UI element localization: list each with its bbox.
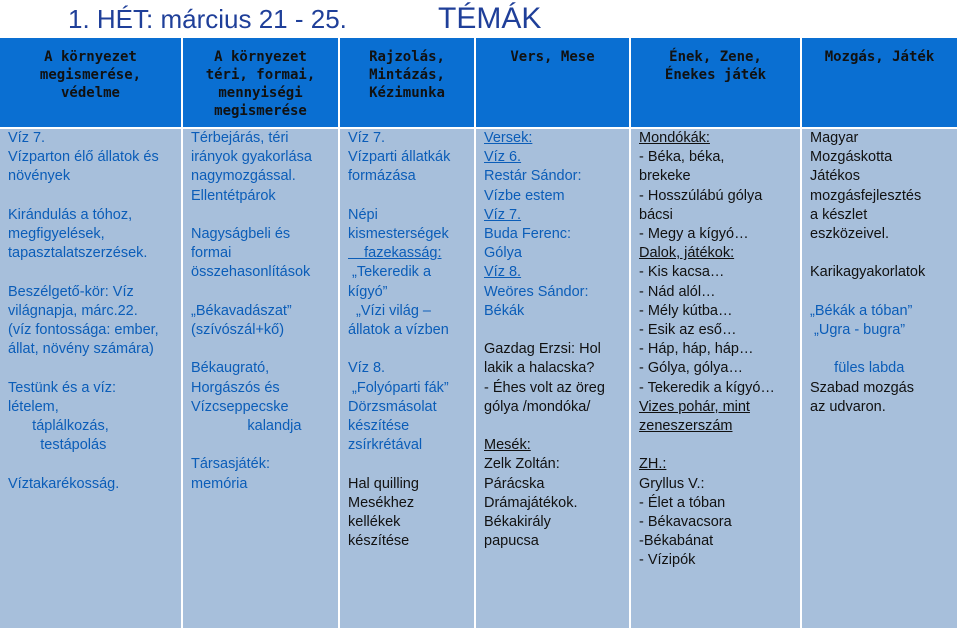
content-line: zsírkrétával [348,437,423,454]
content-line [8,263,177,282]
content-line: Kirándulás a tóhoz, [8,206,133,223]
content-line: Testünk és a víz: [8,379,116,396]
content-line: - Kis kacsa… [639,264,725,281]
column-content-4 [476,129,631,630]
content-line: - Nád alól… [639,283,716,300]
content-line: Mesékhez [348,494,415,511]
content-line: -Békabánat [639,533,714,550]
content-line: „Vízi világ – [348,302,431,319]
content-line [8,359,177,378]
column-header-3 [340,38,476,129]
content-line: Versek: [484,130,533,146]
content-line: Dörzsmásolat [348,398,437,415]
content-line: Weöres Sándor: [484,283,589,300]
content-line: (víz fontossága: ember, [8,322,159,338]
content-line: Vízparti állatkák [348,149,451,166]
column-content-3 [340,129,476,630]
content-line: Vizes pohár, mint [639,398,750,415]
header-line: védelme [60,85,120,101]
content-line [191,206,334,225]
column-content-2 [183,129,340,630]
content-line: „Békavadászat” [191,302,292,319]
themes-table [0,38,959,630]
header-line: Kézimunka [369,85,445,101]
content-line: táplálkozás, [8,418,109,434]
content-line [8,455,177,474]
topics-title: TÉMÁK [438,2,542,35]
header-line: téri, formai, [205,67,316,83]
content-line: nagymozgással. [191,168,296,185]
content-line: Gryllus V.: [639,475,705,492]
column-header-4 [476,38,631,129]
content-line: - Gólya, gólya… [639,360,743,377]
content-line: Békaugrató, [191,360,270,377]
content-line: mozgásfejlesztés [810,187,922,204]
content-line: fazekasság: [348,245,442,262]
content-line: lételem, [8,398,59,415]
content-line: - Esik az eső… [639,322,737,339]
content-line: Restár Sándor: [484,168,582,185]
content-line: Víztakarékosság. [8,475,120,492]
content-line: kígyó” [348,283,388,300]
column-content-5 [631,129,802,630]
content-line [810,244,953,263]
content-line: Víz 8. [348,360,386,377]
content-line: Békák [484,302,525,319]
content-line: készítése [348,533,410,550]
content-line: Mondókák: [639,130,710,146]
content-line [639,436,796,455]
column-content-1 [0,129,183,630]
content-line: formai [191,245,232,262]
content-line: memória [191,475,248,492]
content-line: papucsa [484,533,539,550]
content-line: gólya /mondóka/ [484,398,591,415]
content-line: Buda Ferenc: [484,226,572,243]
header-line: Rajzolás, [369,49,445,65]
content-line: Társasjáték: [191,456,270,473]
header-line: mennyiségi [218,85,303,101]
content-line: kalandja [191,418,302,434]
content-line: „Folyóparti fák” [348,379,449,396]
content-line: Békakirály [484,514,551,531]
content-line: ZH.: [639,456,667,473]
content-line: Vízcseppecske [191,398,289,415]
header-line: Mintázás, [369,67,445,83]
column-content-6 [802,129,959,630]
content-line: Játékos [810,168,860,185]
content-line: az udvaron. [810,398,886,415]
content-line: füles labda [810,360,905,377]
content-line: - Éhes volt az öreg [484,379,605,396]
content-line: Beszélgető-kör: Víz [8,283,134,300]
content-line: - Békavacsora [639,514,732,531]
header-line: Mozgás, Játék [824,49,935,65]
content-line: „Békák a tóban” [810,302,913,319]
content-line: - Tekeredik a kígyó… [639,379,775,396]
content-line [348,455,470,474]
content-line: kismesterségek [348,226,449,242]
content-line: formázása [348,168,416,185]
column-header-1 [0,38,183,129]
content-line: Hal quilling [348,475,419,492]
content-line: a készlet [810,206,868,223]
content-line: Vízparton élő állatok és [8,149,159,166]
content-line: - Háp, háp, háp… [639,341,754,358]
content-line: Drámajátékok. [484,494,578,511]
content-line: Szabad mozgás [810,379,914,396]
content-line: Vízbe estem [484,187,565,204]
header-line: Ének, Zene, [669,49,762,65]
content-line [484,417,625,436]
content-line: tapasztalatszerzések. [8,245,148,262]
content-line: (szívószál+kő) [191,322,285,338]
content-line: - Mély kútba… [639,302,733,319]
content-line: - Megy a kígyó… [639,226,749,243]
content-line [8,187,177,206]
page-title: 1. HÉT: március 21 - 25. [68,4,347,34]
content-line: Víz 7. [484,206,522,223]
content-line: megfigyelések, [8,226,105,242]
content-line: Ellentétpárok [191,187,276,204]
content-line: eszközeivel. [810,226,889,243]
content-line: Karikagyakorlatok [810,264,926,281]
content-line: - Vízipók [639,552,696,569]
content-line: - Béka, béka, [639,149,725,166]
content-line [191,283,334,302]
content-line: Mozgáskotta [810,149,893,166]
header-line: A környezet [214,49,307,65]
content-line: Népi [348,206,378,223]
content-line: világnapja, márc.22. [8,302,138,319]
header-line: Énekes játék [664,67,767,83]
content-line: irányok gyakorlása [191,149,312,166]
content-line: Párácska [484,475,545,492]
content-line: kellékek [348,514,401,531]
content-line: Térbejárás, téri [191,130,289,146]
content-line: Horgászós és [191,379,280,396]
content-line: lakik a halacska? [484,360,595,377]
content-line: Magyar [810,130,859,146]
content-line: „Tekeredik a [348,264,432,281]
content-line: brekeke [639,168,691,185]
content-line: „Ugra - bugra” [810,322,906,338]
column-header-6 [802,38,959,129]
content-line: - Élet a tóban [639,494,726,511]
content-line: összehasonlítások [191,264,311,281]
content-line: növények [8,168,71,185]
content-line [348,187,470,206]
content-line: Víz 7. [8,130,46,146]
header-line: A környezet [44,49,137,65]
content-line: állatok a vízben [348,322,449,339]
header-line: Vers, Mese [510,49,595,65]
content-line: Víz 6. [484,149,522,166]
content-line: - Hosszúlábú gólya [639,187,763,204]
content-line [810,340,953,359]
content-line: Dalok, játékok: [639,245,735,262]
header-line: megismerése [214,103,307,119]
content-line: készítése [348,418,410,435]
content-line: bácsi [639,206,673,223]
content-line: Víz 7. [348,130,386,146]
content-line: Gólya [484,245,522,262]
header-line: megismerése, [39,67,142,83]
column-header-2 [183,38,340,129]
content-line [191,436,334,455]
content-line: Víz 8. [484,264,522,281]
content-line: Nagyságbeli és [191,226,291,242]
content-line: Gazdag Erzsi: Hol [484,341,601,358]
content-line [810,283,953,302]
content-line: zeneszerszám [639,418,733,435]
content-line: testápolás [8,437,107,454]
content-line: állat, növény számára) [8,341,154,358]
content-line [484,321,625,340]
content-line: Mesék: [484,437,531,454]
content-line [191,340,334,359]
content-line: Zelk Zoltán: [484,456,560,473]
column-header-5 [631,38,802,129]
content-line [348,340,470,359]
